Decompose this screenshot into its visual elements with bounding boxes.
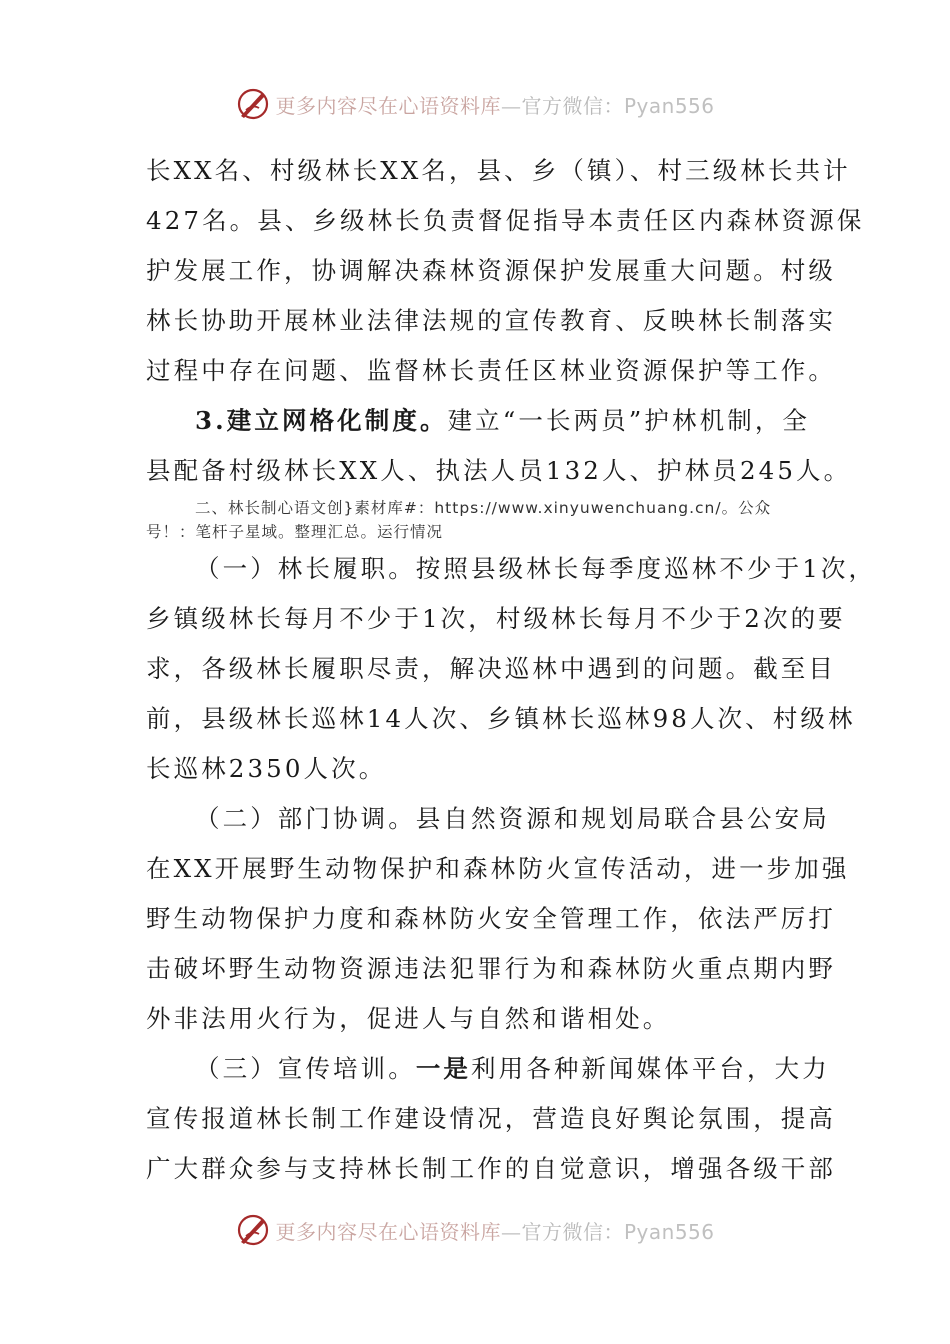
text-line: 外非法用火行为，促进人与自然和谐相处。 — [146, 1004, 671, 1033]
watermark-site-name: 更多内容尽在心语资料库 — [275, 93, 501, 118]
section-3-heading: 3.建立网格化制度。 — [195, 406, 448, 435]
text-line: 林长协助开展林业法律法规的宣传教育、反映林长制落实 — [146, 306, 836, 335]
watermark-wechat-label: 官方微信： — [521, 1219, 624, 1244]
text-line: 长XX名、村级林长XX名，县、乡（镇）、村三级林长共计 — [146, 156, 851, 185]
watermark-dash: — — [500, 1219, 522, 1244]
watermark-note-line: 二、林长制心语文创}素材库#：https://www.xinyuwenchuang.cn/。公众 — [195, 499, 772, 517]
text-line: 长巡林2350人次。 — [146, 754, 387, 783]
text-line: 护发展工作，协调解决森林资源保护发展重大问题。村级 — [146, 256, 836, 285]
watermark-text — [275, 90, 714, 119]
text-line: 宣传报道林长制工作建设情况，营造良好舆论氛围，提高 — [146, 1104, 836, 1133]
publicity-text: 利用各种新闻媒体平台，大力 — [471, 1054, 830, 1083]
text-line: 乡镇级林长每月不少于1次，村级林长每月不少于2次的要 — [146, 604, 846, 633]
text-line: 广大群众参与支持林长制工作的自觉意识，增强各级干部 — [146, 1154, 836, 1183]
watermark-wechat-id: Pyan556 — [623, 93, 715, 118]
section-3-text: 建立“一长两员”护林机制，全 — [447, 406, 811, 435]
text-line: 427名。县、乡级林长负责督促指导本责任区内森林资源保 — [146, 206, 865, 235]
text-line: 前，县级林长巡林14人次、乡镇林长巡林98人次、村级林 — [146, 704, 856, 733]
publicity-heading: （三）宣传培训。 — [195, 1054, 416, 1083]
watermark-text — [275, 1216, 714, 1245]
watermark-dash: — — [500, 93, 522, 118]
watermark-note-line: 号！：笔杆子星域。整理汇总。运行情况 — [146, 523, 444, 541]
watermark-site-name: 更多内容尽在心语资料库 — [275, 1219, 501, 1244]
section-publicity-first-line — [146, 1044, 830, 1094]
first-point-marker: 一是 — [415, 1054, 472, 1083]
pen-logo-icon — [235, 86, 271, 122]
footer-watermark-banner — [0, 1210, 950, 1250]
text-line: 野生动物保护力度和森林防火安全管理工作，依法严厉打 — [146, 904, 836, 933]
watermark-wechat-id: Pyan556 — [623, 1219, 715, 1244]
text-line: 击破坏野生动物资源违法犯罪行为和森林防火重点期内野 — [146, 954, 836, 983]
text-line: （二）部门协调。县自然资源和规划局联合县公安局 — [195, 804, 830, 833]
text-line: 过程中存在问题、监督林长责任区林业资源保护等工作。 — [146, 356, 836, 385]
header-watermark-banner — [0, 84, 950, 124]
pen-logo-icon — [235, 1212, 271, 1248]
document-body — [146, 146, 877, 1194]
text-line: 求，各级林长履职尽责，解决巡林中遇到的问题。截至目 — [146, 654, 836, 683]
text-line: （一）林长履职。按照县级林长每季度巡林不少于1次， — [195, 554, 877, 583]
section-3-first-line — [146, 396, 816, 446]
watermark-wechat-label: 官方微信： — [521, 93, 624, 118]
text-line: 在XX开展野生动物保护和森林防火宣传活动，进一步加强 — [146, 854, 850, 883]
text-line: 县配备村级林长XX人、执法人员132人、护林员245人。 — [146, 456, 852, 485]
